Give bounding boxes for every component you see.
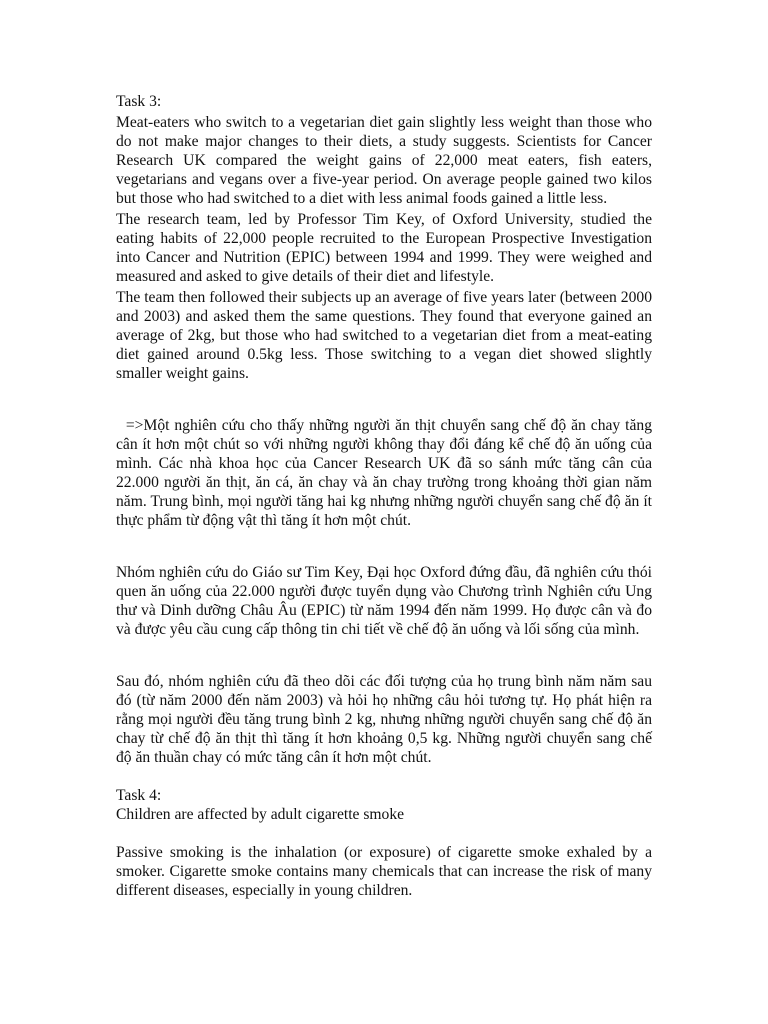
task3-paragraph-2: The research team, led by Professor Tim Key, of Oxford University, studied the eating habits of 22,000 people recruited to the European Prospective Investigation into Cancer and Nutrition (EPIC) between 1994 and 1999. They were weighed and measured and asked to give details of their diet and lifestyle.: [116, 211, 652, 285]
task4-subtitle: Children are affected by adult cigarette smoke: [116, 806, 405, 823]
task4-heading: Task 4:: [116, 787, 162, 804]
task3-translation-3: Sau đó, nhóm nghiên cứu đã theo dõi các đối tượng của họ trung bình năm năm sau đó (từ năm 2000 đến năm 2003) và hỏi họ những câu hỏi tương tự. Họ phát hiện ra rằng mọi người đều tăng trung bình 2 kg, nhưng những người chuyển sang chế độ ăn chay từ chế độ ăn thịt thì tăng ít hơn khoảng 0,5 kg. Những người chuyển sang chế độ ăn thuần chay có mức tăng cân ít hơn một chút.: [116, 673, 652, 766]
task3-translation-1: =>Một nghiên cứu cho thấy những người ăn thịt chuyển sang chế độ ăn chay tăng cân ít hơn một chút so với những người không thay đổi đáng kể chế độ ăn uống của mình. Các nhà khoa học của Cancer Research UK đã so sánh mức tăng cân của 22.000 người ăn thịt, ăn cá, ăn chay và ăn chay trường trong khoảng thời gian năm năm. Trung bình, mọi người tăng hai kg nhưng những người chuyển sang chế độ ăn ít thực phẩm từ động vật thì tăng ít hơn một chút.: [116, 417, 656, 529]
document-page: [116, 92, 656, 900]
task3-heading: Task 3:: [116, 93, 162, 110]
task3-translation-2: Nhóm nghiên cứu do Giáo sư Tim Key, Đại học Oxford đứng đầu, đã nghiên cứu thói quen ăn uống của 22.000 người được tuyển dụng vào Chương trình Nghiên cứu Ung thư và Dinh dưỡng Châu Âu (EPIC) từ năm 1994 đến năm 1999. Họ được cân và đo và được yêu cầu cung cấp thông tin chi tiết về chế độ ăn uống và lối sống của mình.: [116, 564, 652, 638]
task3-paragraph-1: Meat-eaters who switch to a vegetarian diet gain slightly less weight than those who do not make major changes to their diets, a study suggests. Scientists for Cancer Research UK compared the weight gains of 22,000 meat eaters, fish eaters, vegetarians and vegans over a five-year period. On average people gained two kilos but those who had switched to a diet with less animal foods gained a little less.: [116, 114, 652, 207]
task3-paragraph-3: The team then followed their subjects up an average of five years later (between 2000 and 2003) and asked them the same questions. They found that everyone gained an average of 2kg, but those who had switched to a vegetarian diet from a meat-eating diet gained around 0.5kg less. Those switching to a vegan diet showed slightly smaller weight gains.: [116, 289, 652, 382]
task4-paragraph-1: Passive smoking is the inhalation (or exposure) of cigarette smoke exhaled by a smoker. Cigarette smoke contains many chemicals that can increase the risk of many different diseases, especially in young children.: [116, 844, 652, 899]
